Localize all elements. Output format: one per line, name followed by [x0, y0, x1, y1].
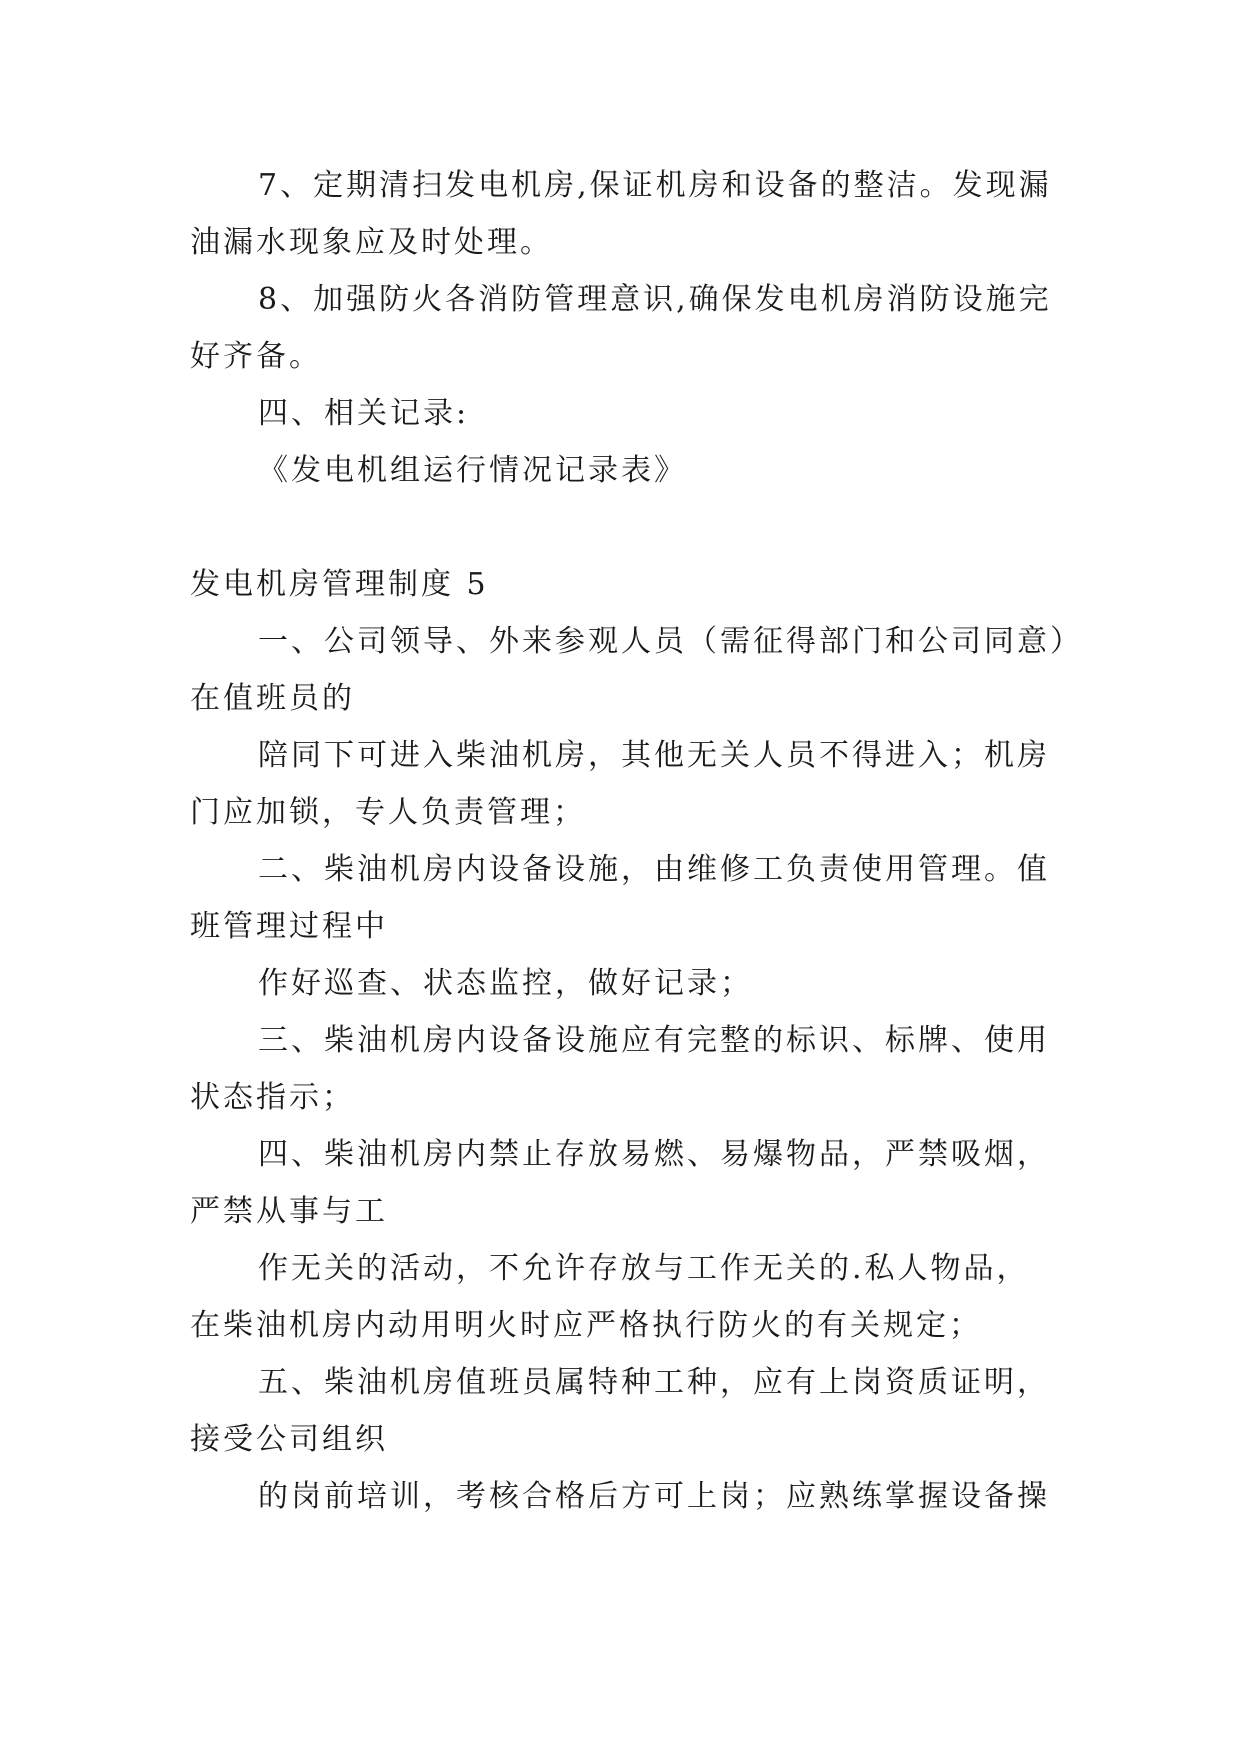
paragraph-line: 班管理过程中: [190, 909, 388, 944]
paragraph-line: 接受公司组织: [190, 1422, 388, 1457]
paragraph-line: 在值班员的: [190, 681, 355, 716]
paragraph-line: 四、柴油机房内禁止存放易燃、易爆物品，严禁吸烟，: [258, 1137, 1050, 1172]
paragraph-line: 严禁从事与工: [190, 1194, 388, 1229]
paragraph-line: 状态指示；: [190, 1080, 355, 1115]
record-form-title: 《发电机组运行情况记录表》: [258, 453, 687, 488]
section-heading: 四、相关记录:: [258, 396, 470, 431]
paragraph-line: 油漏水现象应及时处理。: [190, 225, 553, 260]
paragraph-line: 一、公司领导、外来参观人员（需征得部门和公司同意）: [258, 624, 1083, 659]
paragraph-line: 五、柴油机房值班员属特种工种，应有上岗资质证明，: [258, 1365, 1050, 1400]
paragraph-line: 三、柴油机房内设备设施应有完整的标识、标牌、使用: [258, 1023, 1050, 1058]
document-title: 发电机房管理制度 5: [190, 567, 489, 602]
paragraph-line: 好齐备。: [190, 339, 322, 374]
paragraph-line: 门应加锁，专人负责管理；: [190, 795, 586, 830]
paragraph-line: 二、柴油机房内设备设施，由维修工负责使用管理。值: [258, 852, 1050, 887]
paragraph-line: 8、加强防火各消防管理意识,确保发电机房消防设施完: [258, 282, 1052, 317]
paragraph-line: 7、定期清扫发电机房,保证机房和设备的整洁。发现漏: [258, 168, 1052, 203]
paragraph-line: 在柴油机房内动用明火时应严格执行防火的有关规定；: [190, 1308, 982, 1343]
paragraph-line: 作无关的活动，不允许存放与工作无关的.私人物品，: [258, 1251, 1030, 1286]
paragraph-line: 陪同下可进入柴油机房，其他无关人员不得进入；机房: [258, 738, 1050, 773]
paragraph-line: 的岗前培训，考核合格后方可上岗；应熟练掌握设备操: [258, 1479, 1050, 1514]
paragraph-line: 作好巡查、状态监控，做好记录；: [258, 966, 753, 1001]
